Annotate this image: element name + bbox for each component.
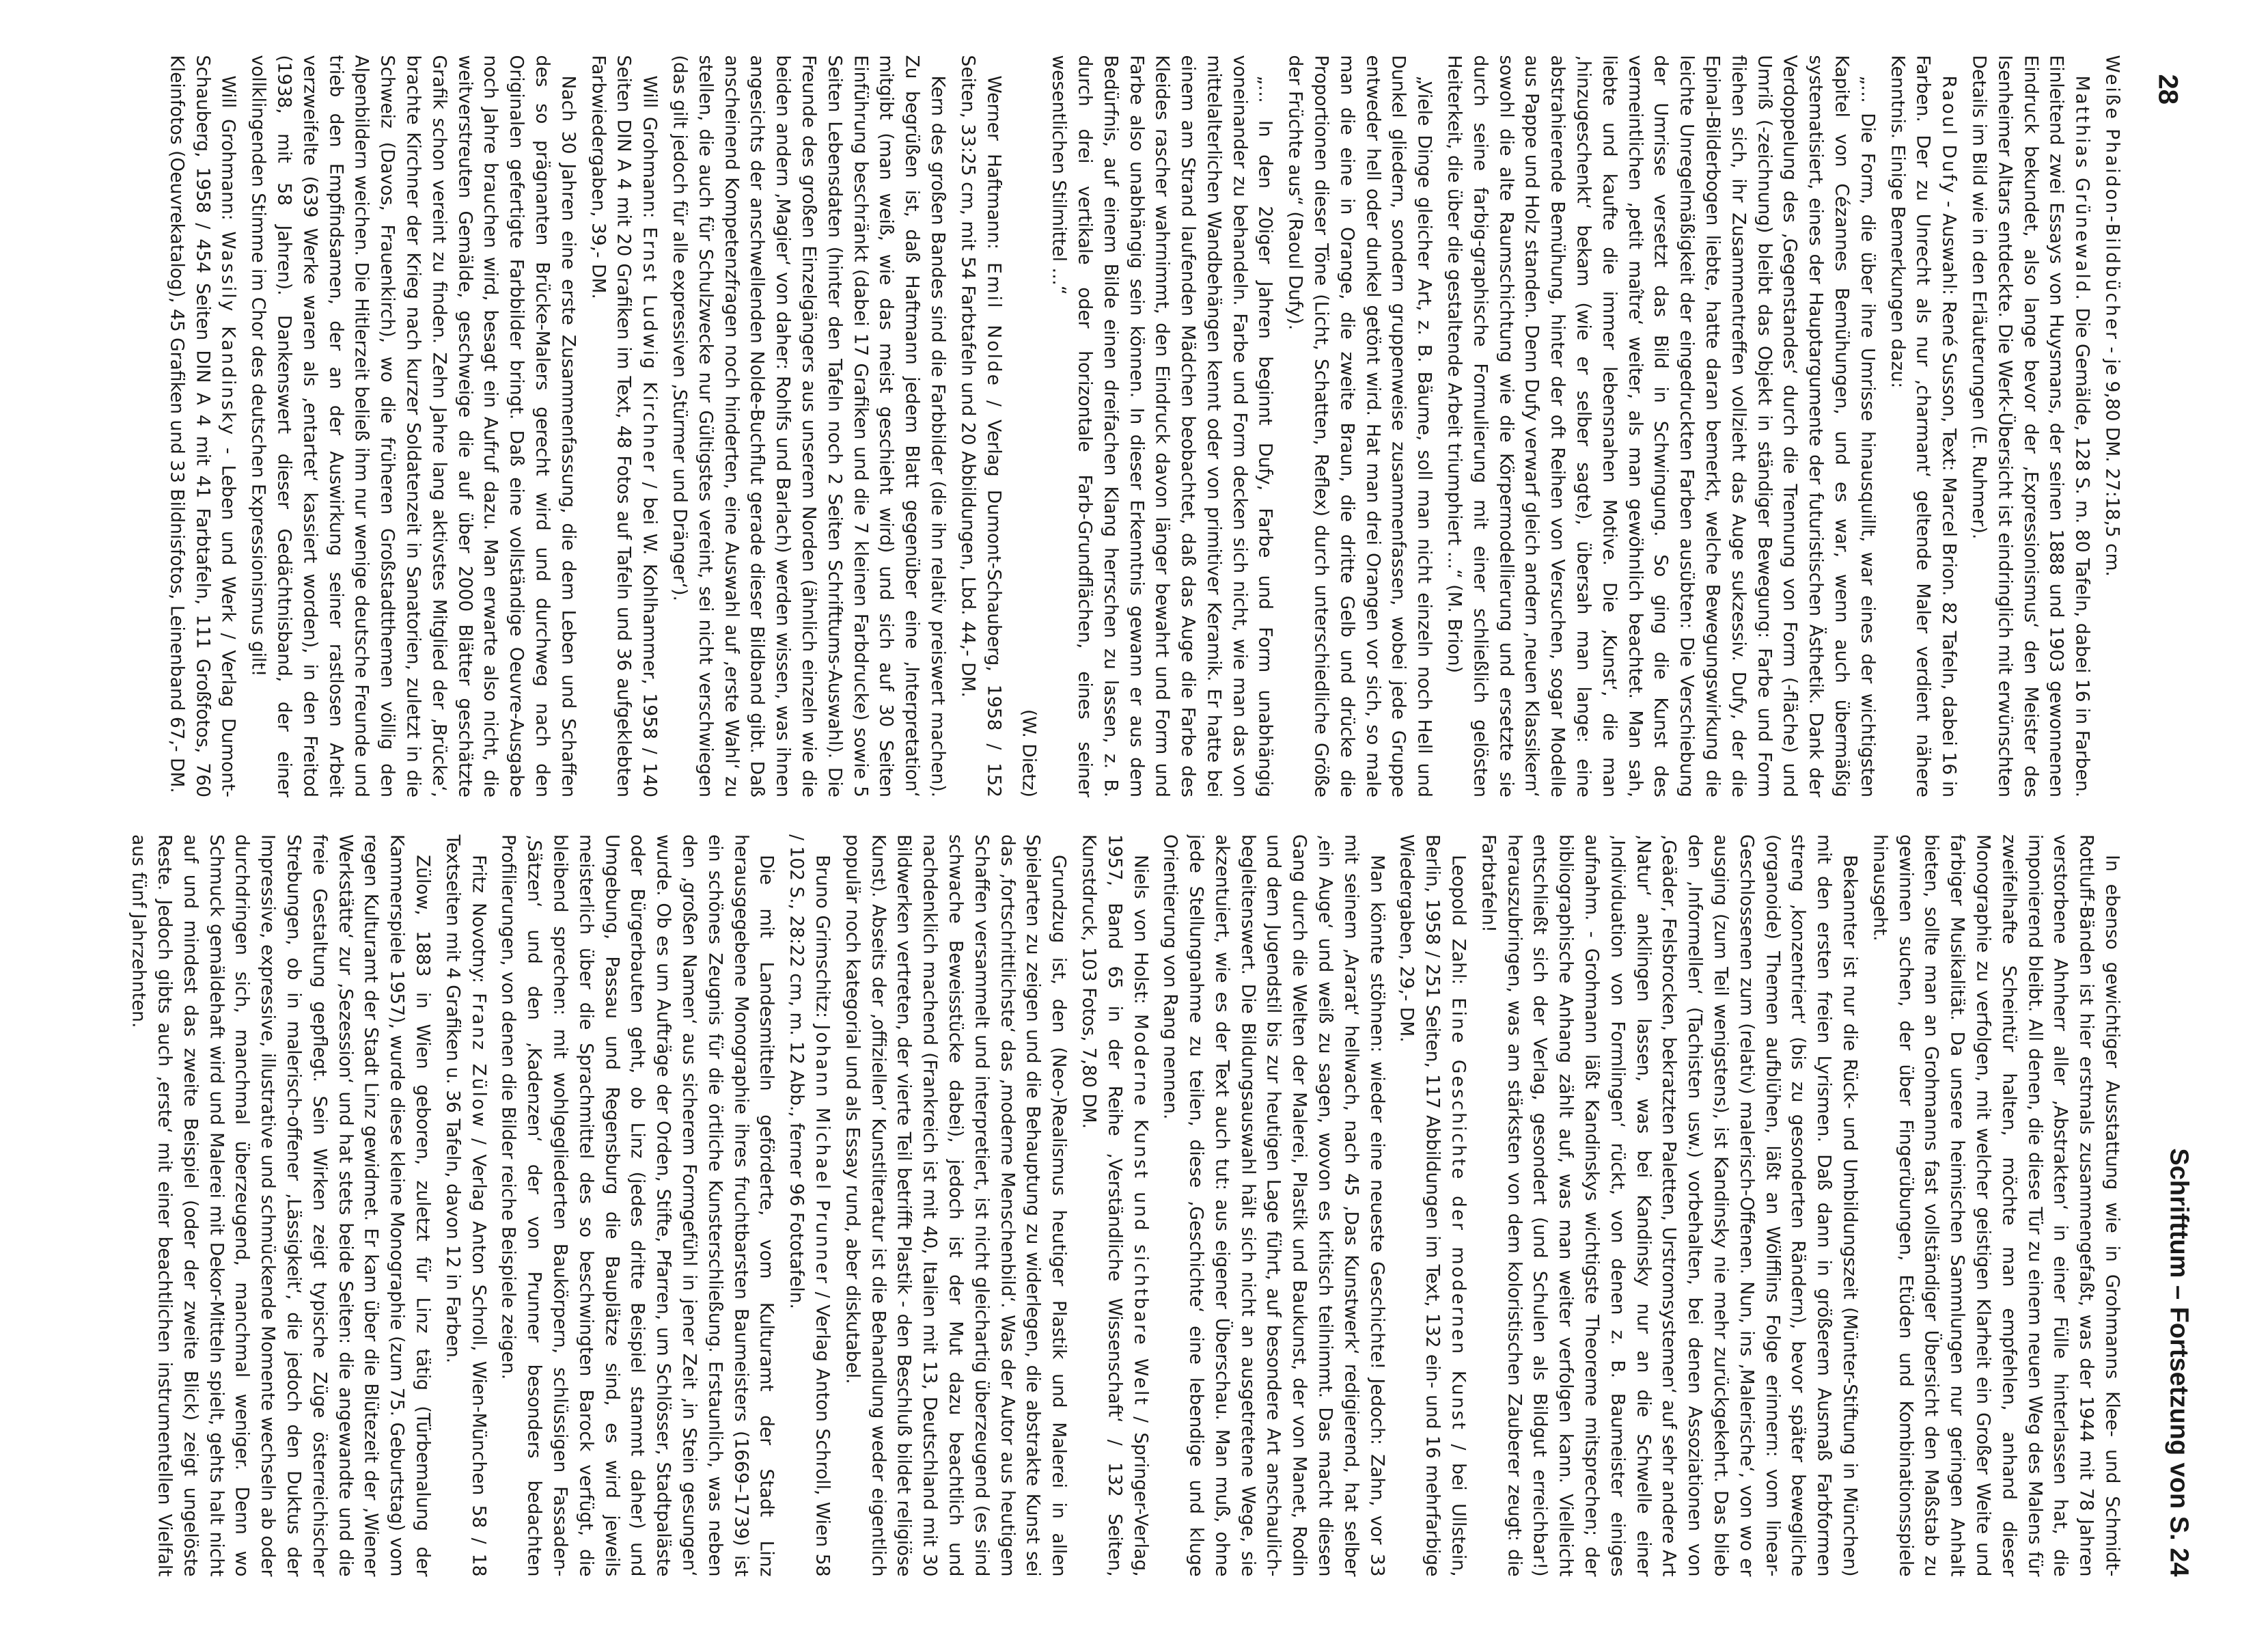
review-paragraph: Die mit Landesmitteln geförderte, vom Kulturamt der Stadt Linz herausgegebene Monographie ihres fruchtbarsten Baumeisters (1669–1739) ist ein schönes Zeugnis für die örtliche Kunsterschließung. Erstaunlich, was neben den ‚großen Namen‘ aus sicherem Formgefühl in jener Zeit ‚in Stein gesungen‘ wurde. Ob es um Aufträge der Orden, Stifte, Pfarren, um Schlösser, Stadtpaläste oder Bürgerbauten geht, ob Linz (jedes dritte Beispiel stammt daher) und Umgebung, Passau und Regensburg die Bauplätze sind, es wird jeweils meisterlich über die Sprachmittel des so beschwingten Barock verfügt, die bleibend sprechen: mit wohlgegliederten Baukörpern, schlüssigen Fassaden-‚Sätzen‘ und den ‚Kadenzen‘ der von Prunner besonders bedachten Profilierungen, von denen die Bilder reiche Beispiele zeigen. [497, 834, 777, 1576]
author: Leopold Zahl: [1448, 854, 1469, 998]
paragraph [439, 834, 491, 1577]
author: Will Grohmann: [217, 75, 239, 232]
quote-paragraph: „… Die Form, die über ihre Umrisse hinausquillt, war eines der wichtigsten Kapitel von Cézannes Bemühungen, und es war, wenn auch übermäßig systematisiert, eines der Hauptargumente der futuristischen Ästhetik. Dank der Verdoppelung des ‚Gegenstandes‘ durch die Trennung von Form (-fläche) und Umriß (-zeichnung) bleibt das Objekt in ständiger Bewegung: Farbe und Form fliehen sich, ihr Zusammentreffen vollzieht das Auge sukzessiv. Dufy, der die Epinal-Bilderbogen liebte, hatte daran bemerkt, welche Bewegungswirkung die leichte Unregelmäßigkeit der eingedruckten Farben ausübten: Die Verschiebung der Umrisse versetzt das Bild in Schwingung. So ging die Kunst des vermeintlichen ‚petit maître‘ weiter, als man gewöhnlich beachtet. Man sah, liebte und kaufte die immer lebensnahen Motive. Die ‚Kunst‘, die man ‚hinzugeschenkt‘ bekam (wie er selber sagte), übersah man lange: eine abstrahierende Bemühung, hinter der oft Reihen von Versuchen, sogar Modelle aus Pappe und Holz standen. Denn Dufy verwarf gleich andern ‚neuen Klassikern‘ sowohl die alte Raumschichtung wie die Körpermodellierung und ersetzte sie durch seine farbig-graphische Formulierung mit einer schließlich gelösten Heiterkeit, die über die gestaltende Arbeit triumphiert …“ (M. Brion) [1443, 55, 1878, 797]
series-title: Weiße Phaidon-Bildbücher [2101, 55, 2122, 341]
quote-paragraph: „Viele Dinge gleicher Art, z. B. Bäume, soll man nicht einzeln noch Hell und Dunkel gliedern, sondern gruppenweise zusammenfassen, wobei jede Gruppe entweder hell oder dunkel getönt wird. Hat man drei Orangen vor sich, so male man die eine in Orange, die zweite Braun, die dritte Gelb und drücke die Proportionen dieser Töne (Licht, Schatten, Reflex) durch unterschiedliche Größe der Früchte aus“ (Raoul Dufy). [1284, 55, 1435, 797]
book-title: Johann Michael Prunner [811, 1024, 833, 1285]
book-title: Ernst Ludwig Kirchner [639, 226, 661, 474]
review-text: Die Gemälde, 128 S. m. 80 Tafeln, dabei 16 in Farben. Einleitend zwei Essays von Huysmans, der seinen 1888 und 1903 gewonnenen Eindruck bekundet, also lange bevor der ‚Expressionismus‘ den Meister des Isenheimer Altars entdeckte. Die Werk-Übersicht ist eindringlich mit erwünschten Details im Bild wie in den Erläuterungen (E. Ruhmer). [1968, 55, 2093, 797]
book-info: - Leben und Werk / Verlag Dumont-Schauberg, 1958 / 454 Seiten DIN A 4 mit 41 Farbtafeln, 111 Großfotos, 760 Kleinfotos (Oeuvrekatalog), 45 Grafiken und 33 Bildnisfotos, Leinenband 67,- DM. [165, 55, 239, 797]
review-text: - Auswahl: René Susson, Text: Marcel Brion. 82 Tafeln, dabei 16 in Farben. Der zu Unrecht als nur ‚charmant‘ geltende Maler verdient nähere Kenntnis. Einige Bemerkungen dazu: [1886, 55, 1960, 797]
review-paragraph: Nach 30 Jahren eine erste Zusammenfassung, die dem Leben und Schaffen des so prägnanten Brücke-Malers gerecht wird und durchweg nach den Originalen gefertigte Farbbilder bringt. Daß eine vollständige Oeuvre-Ausgabe noch Jahre brauchen wird, besagt ein Aufruf dazu. Man erwarte also nicht, die weitverstreuten Gemälde, geschweige die auf über 2000 Blätter geschätzte Grafik schon vereint zu finden. Zehn Jahre lang aktivstes Mitglied der ‚Brücke‘, brachte Kirchner der Krieg nach kurzer Soldatenzeit in Sanatorien, zuletzt in die Schweiz (Davos, Frauenkirch), wo die früheren Großstadtthemen völlig den Alpenbildern weichen. Die Hitlerzeit beließ ihm nur wenige deutsche Freunde und trieb den Empfindsamen, der an der Auswirkung seiner rastlosen Arbeit verzweifelte (639 Werke waren als ‚entartet‘ kassiert worden), in den Freitod (1938, mit 58 Jahren). Dankenswert dieser Gedächtnisband, der einer vollklingenden Stimme im Chor des deutschen Expressionismus gilt! [247, 55, 579, 797]
paragraph [2099, 55, 2125, 797]
text-columns [41, 55, 2125, 1576]
series-info: - je 9,80 DM. 27:18,5 cm. [2101, 340, 2122, 577]
review-paragraph: Bekannter ist nur die Rück- und Umbildungszeit (Münter-Stiftung in München) mit den ersten freien Lyrismen. Daß dann in größerem Ausmaß Farbformen streng ‚konzentriert‘ (bis zu gesonderten Rändern), bevor später bewegliche (organoide) Themen aufblühen, läßt an Wölfflins Folge erinnern: vom linear-Geschlossenen zum (relativ) malerisch-Offenen. Nun, ins ‚Malerische‘, von wo er ausging (zum Teil wenigstens), ist Kandinsky nie mehr zurückgekehrt. Das blieb den ‚Informellen‘ (Tachisten usw.) vorbehalten, bei denen Assoziationen von ‚Geäder, Felsbrocken, bekratzten Paletten, Urstromsystemen‘ auf sehr andere Art ‚Natur‘ anklingen lassen, was bei Kandinsky nur an die Schwelle einer ‚Individuation von Formlingen‘ rückt, von denen z. B. Baumeister einiges aufnahm. - Grohmann läßt Kandinskys wichtigste Theoreme mitsprechen; der bibliographische Anhang zählt auf, was man weiter verfolgen kann. Vielleicht entschließt sich der Verlag, gesondert (und Schulen als Bildgut erreichbar!) herauszubringen, was am stärksten von dem koloristischen Zauberer zeugt: die Farbtafeln! [1477, 834, 1861, 1576]
page-number: 28 [2153, 74, 2183, 105]
book-title: Emil Nolde [982, 262, 1004, 387]
book-title: Moderne Kunst und sichtbare Welt [1129, 1013, 1151, 1407]
column-right [41, 834, 2125, 1577]
book-title: Wassily Kandinsky [217, 231, 239, 437]
author: Fritz Novotny: [467, 854, 489, 993]
paragraph [1394, 834, 1471, 1577]
paragraph [163, 55, 240, 797]
author: Will Grohmann: [639, 75, 661, 227]
review-paragraph: Zülow, 1883 in Wien geboren, zuletzt für Linz tätig (Türbemalung der Kammerspiele 1957), wurde diese kleine Monographie (zum 75. Geburtstag) vom regen Kulturamt der Stadt Linz gewidmet. Er kam über die Blütezeit der ‚Wiener Werkstätte‘ zur ‚Sezession‘ und hat stets beide Seiten: die angewandte und die freie Gestaltung gepflegt. Sein Wirken zeigt typische Züge österreichischer Strebungen, ob in malerisch-offener ‚Lässigkeit‘, die jedoch den Duktus der Impressive, expressive, illustrative und schmückende Momente wechseln ab oder durchdringen sich, manchmal überzeugend, manchmal weniger. Denn wo Schmuck gemäldehaft wird und Malerei mit Dekor-Mitteln spielt, gehts halt nicht auf und mindest das zweite Beispiel (oder der zweite Blick) zeigt ungelöste Reste. Jedoch gibts auch ‚erste‘ mit einer beachtlichen instrumentellen Vielfalt aus fünf Jahrzehnten. [128, 834, 433, 1576]
book-info: / bei W. Kohlhammer, 1958 / 140 Seiten DIN A 4 mit 20 Grafiken im Text, 48 Fotos auf Tafeln und 36 aufgeklebten Farbwiedergaben, 39,- DM. [587, 55, 661, 797]
paragraph [954, 55, 1006, 797]
paragraph [1884, 55, 1961, 797]
review-signature: (W. Dietz) [1018, 709, 1040, 797]
review-paragraph: Man könnte stöhnen: wieder eine neueste Geschichte! Jedoch: Zahn, vor 33 mit seinem ‚Ararat‘ hellwach, nach 45 ‚Das Kunstwerk‘ redigierend, hat selber ‚ein Auge‘ und weiß zu sagen, wovon es kritisch teilnimmt. Das macht diesen Gang durch die Welten der Malerei, Plastik und Baukunst, der von Manet, Rodin und dem Jugendstil bis zur heutigen Lage führt, auf besondere Art anschaulich-begleitenswert. Die Bildungsauswahl hält sich nicht an ausgetretene Wege, sie akzentuiert, wie es der Text auch tut: aus eigener Überschau. Man muß, ohne jede Stellungnahme zu teilen, diese ‚Geschichte‘ eine lebendige und kluge Orientierung von Rang nennen. [1159, 834, 1387, 1576]
paragraph [783, 834, 835, 1577]
paragraph [1965, 55, 2094, 797]
book-info: / bei Ullstein, Berlin, 1958 / 251 Seiten, 117 Abbildungen im Text, 132 ein- und 16 mehrfarbige Wiedergaben, 29,- DM. [1396, 834, 1469, 1576]
paragraph [585, 55, 662, 797]
book-title: Eine Geschichte der modernen Kunst [1448, 997, 1469, 1431]
book-info: / Springer-Verlag, 1957, Band 65 in der Reihe ‚Verständliche Wissenschaft‘ / 132 Seiten, Kunstdruck, 103 Fotos, 7,80 DM. [1077, 834, 1151, 1576]
author: Werner Haftmann: [982, 75, 1004, 262]
author: Niels von Holst: [1129, 854, 1151, 1014]
book-info: / Verlag Dumont-Schauberg, 1958 / 152 Seiten, 33:25 cm, mit 54 Farbtafeln und 20 Abbildungen, Lbd. 44,- DM. [956, 55, 1004, 797]
review-paragraph: Kern des großen Bandes sind die Farbbilder (die ihn relativ preiswert machen). Zu begrüßen ist, daß Haftmann jedem Blatt gegenüber eine ‚Interpretation‘ mitgibt (man weiß, wie das meist geschieht wird) und sich auf 30 Seiten Einführung beschränkt (dabei 17 Grafiken und die 7 kleinen Farbdrucke) sowie 5 Seiten Lebensdaten (hinter den Tafeln noch 2 Seiten Schrifttums-Auswahl). Die Freunde des großen Einzelgängers aus unserem Norden (ähnlich einzeln wie die beiden andern ‚Magier‘ von daher: Rohlfs und Barlach) werden wissen, was ihnen angesichts der anschwellenden Nolde-Buchflut gerade dieser Bildband gibt. Daß anscheinend Kompetenzfragen noch hinderten, eine Auswahl auf ‚erste Wahl‘ zu stellen, die auch für Schulzwecke nur Gültigstes vereint, sei nicht verschwiegen (das gilt jedoch für alle expressiven ‚Stürmer und Dränger‘). [668, 55, 948, 797]
review-paragraph: Grundzug ist, den (Neo-)Realismus heutiger Plastik und Malerei in allen Spielarten zu zeigen und die Behauptung zu widerlegen, die abstrakte Kunst sei das ‚fortschrittlichste‘ das ‚moderne Menschenbild‘. Was der Autor aus heutigem Schaffen versammelt und interpretiert, ist nicht gleichartig überzeugend (es sind schwache Beweisstücke dabei), jedoch ist der Mut dazu beachtlich und nachdenklich machend (Frankreich ist mit 40, Italien mit 13, Deutschland mit 30 Bildwerken vertreten, der vierte Teil betrifft Plastik - den Beschluß bildet religiöse Kunst). Abseits der ‚offiziellen‘ Kunstliteratur ist die Behandlung weder eigentlich populär noch kategorial und als Essay rund, aber diskutabel. [841, 834, 1070, 1576]
quote-paragraph: „… In den 20iger Jahren beginnt Dufy, Farbe und Form unabhängig voneinander zu behandeln. Farbe und Form decken sich nicht, wie man das von mittelalterlichen Wandbehängen kennt oder von primitiver Keramik. Er hatte bei einem am Strand laufenden Mädchen beobachtet, daß das Auge die Farbe des Kleides rascher wahrnimmt, den Eindruck davon länger bewahrt und Form und Farbe also unabhängig sein können. In dieser Erkenntnis gewann er aus dem Bedürfnis, auf einem Bilde einen dreifachen Klang herrschen zu lassen, z. B. durch drei vertikale oder horizontale Farb-Grundflächen, eines seiner wesentlichen Stilmittel …“ [1048, 55, 1276, 797]
book-info: / Verlag Anton Schroll, Wien 58 / 102 S., 28:22 cm, m. 12 Abb., ferner 96 Fototafeln. [786, 834, 833, 1576]
book-title: Franz Zülow [467, 992, 489, 1129]
column-left [41, 55, 2125, 797]
review-paragraph: In ebenso gewichtiger Ausstattung wie in Grohmanns Klee- und Schmidt-Rottluff-Bänden ist hier erstmals zusammengefaßt, was der 1944 mit 78 Jahren verstorbene Ahnherr aller ‚Abstrakten‘ in einer Fülle hinterlassen hat, die imponierend bleibt. All denen, die diese Tür zu einem neuen Weg des Malens für zweifelhafte Scheintür halten, möchte man empfehlen, anhand dieser Monographie zu verfolgen, mit welcher geistigen Klarheit ein Großer Weite und farbiger Musikalität. Da unsere heimischen Sammlungen nur geringen Anhalt bieten, sollte man an Grohmanns fast vollständiger Übersicht den Maßstab zu gewinnen suchen, der über Fingerübungen, Etüden und Kombinationsspiele hinausgeht. [1868, 834, 2122, 1576]
book-info: / Verlag Anton Schroll, Wien-München 58 / 18 Textseiten mit 4 Grafiken u. 36 Tafeln, davon 12 in Farben. [441, 834, 489, 1576]
page-title: Schrifttum – Fortsetzung von S. 24 [2164, 1147, 2193, 1576]
book-title: Raoul Dufy [1938, 75, 1960, 195]
author: Bruno Grimschitz: [811, 854, 833, 1025]
paragraph [1075, 834, 1152, 1577]
book-title: Matthias Grünewald. [2071, 75, 2093, 302]
